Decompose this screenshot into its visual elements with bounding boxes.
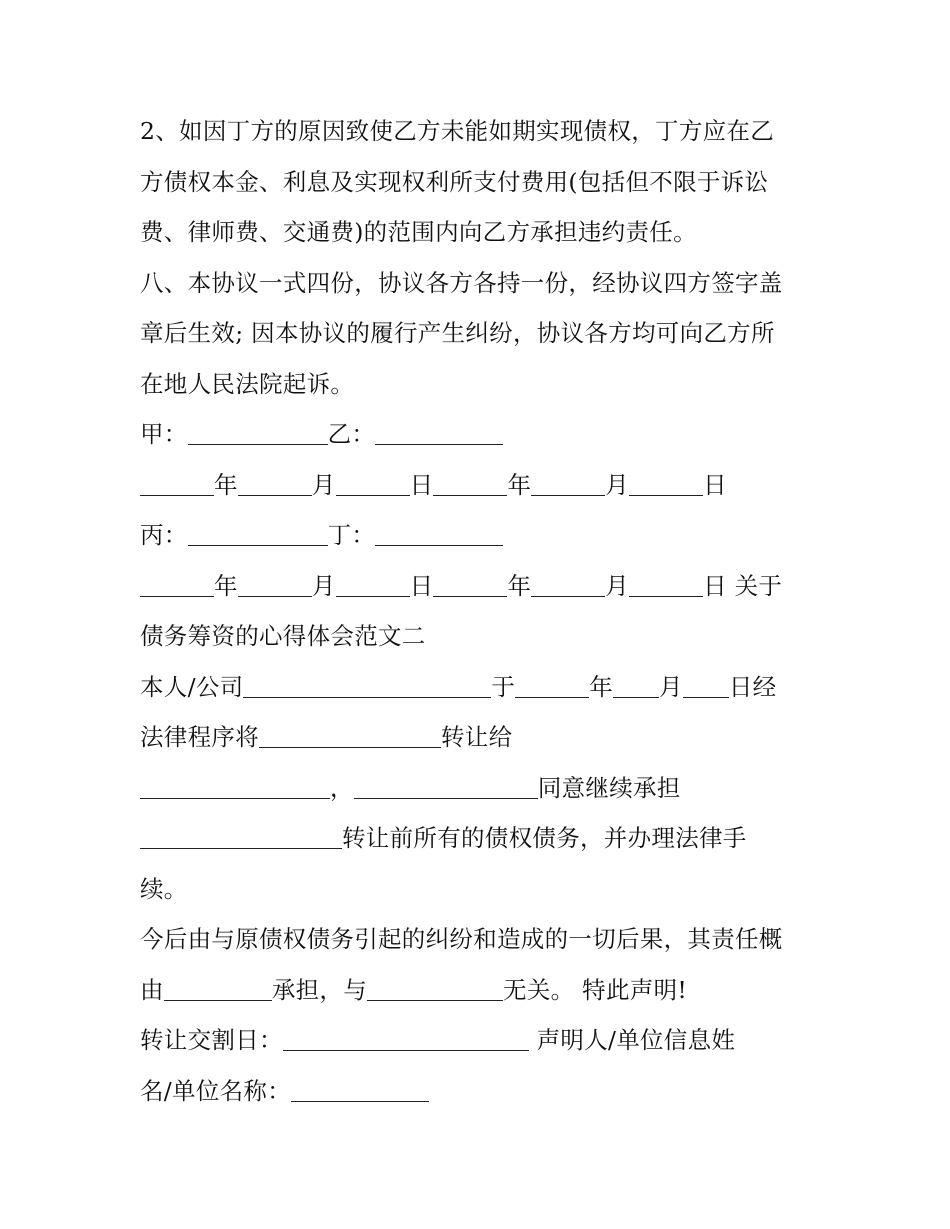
transferee-blank bbox=[140, 770, 330, 799]
line-text: 续。 bbox=[140, 874, 188, 903]
document-line bbox=[140, 667, 776, 707]
line-text: 八、本协议一式四份，协议各方各持一份，经协议四方签字盖 bbox=[140, 268, 783, 297]
transfer-object-blank bbox=[259, 719, 441, 748]
transferor-blank bbox=[140, 820, 342, 849]
month-blank bbox=[613, 669, 659, 698]
year-blank bbox=[515, 669, 589, 698]
line-text: 月 bbox=[605, 470, 630, 499]
line-text: 年 bbox=[507, 571, 532, 600]
day-blank bbox=[336, 467, 410, 496]
document-line bbox=[140, 818, 747, 858]
responsible-party-blank bbox=[164, 972, 272, 1001]
line-text: 乙： bbox=[327, 420, 376, 448]
document-line bbox=[140, 768, 681, 808]
declarant-name-blank bbox=[291, 1073, 429, 1102]
line-text: 无关。 特此声明! bbox=[503, 975, 688, 1004]
document-line bbox=[140, 162, 768, 202]
delivery-date-blank bbox=[283, 1022, 529, 1051]
line-text: 费、律师费、交通费)的范围内向乙方承担违约责任。 bbox=[140, 218, 697, 246]
day-blank bbox=[336, 568, 410, 597]
line-text: 日 关于 bbox=[703, 571, 783, 600]
line-text: 日经 bbox=[728, 672, 777, 701]
document-line bbox=[140, 919, 783, 959]
year-blank bbox=[140, 568, 214, 597]
document-line bbox=[140, 515, 503, 555]
document-line bbox=[140, 364, 354, 404]
line-text: 章后生效; 因本协议的履行产生纠纷，协议各方均可向乙方所 bbox=[140, 319, 775, 347]
line-text: 声明人/单位信息姓 bbox=[528, 1026, 736, 1054]
line-text: 月 bbox=[659, 672, 683, 701]
line-text: 法律程序将 bbox=[140, 723, 259, 751]
line-text: 年 bbox=[214, 470, 238, 499]
line-text: 年 bbox=[507, 470, 532, 499]
month-blank bbox=[531, 467, 605, 496]
unrelated-party-blank bbox=[367, 972, 503, 1001]
line-text: 同意继续承担 bbox=[537, 773, 681, 802]
line-text: 2、如因丁方的原因致使乙方未能如期实现债权，丁方应在乙 bbox=[140, 117, 775, 145]
document-line bbox=[140, 1071, 429, 1111]
line-text: 于 bbox=[491, 672, 516, 701]
line-text: 月 bbox=[605, 571, 630, 600]
line-text: 转让交割日： bbox=[140, 1026, 283, 1054]
line-text: 方债权本金、利息及实现权利所支付费用(包括但不限于诉讼 bbox=[140, 167, 769, 196]
line-text: 在地人民法院起诉。 bbox=[140, 369, 355, 398]
document-line bbox=[140, 212, 697, 252]
document-line bbox=[140, 111, 774, 151]
line-text: 年 bbox=[589, 672, 614, 701]
line-text: 月 bbox=[311, 470, 336, 499]
party-b-signature-blank bbox=[375, 416, 503, 445]
line-text: 年 bbox=[214, 571, 238, 600]
document-line bbox=[140, 717, 512, 757]
day-blank bbox=[629, 467, 703, 496]
line-text: 日 bbox=[703, 470, 727, 499]
year-blank bbox=[433, 467, 507, 496]
line-text: 本人/公司 bbox=[140, 672, 244, 701]
month-blank bbox=[238, 467, 312, 496]
document-line bbox=[140, 1020, 735, 1060]
transferee-blank bbox=[354, 770, 538, 799]
document-line bbox=[140, 465, 727, 505]
document-line bbox=[140, 263, 783, 303]
line-text: 日 bbox=[409, 470, 434, 499]
party-a-signature-blank bbox=[188, 416, 328, 445]
document-line bbox=[140, 414, 503, 454]
document-line bbox=[140, 313, 775, 353]
line-text: 月 bbox=[311, 571, 336, 600]
month-blank bbox=[531, 568, 605, 597]
company-name-blank bbox=[243, 669, 491, 698]
party-d-signature-blank bbox=[375, 517, 503, 546]
document-line bbox=[140, 970, 687, 1010]
document-line bbox=[140, 869, 188, 909]
day-blank bbox=[683, 669, 729, 698]
line-text: 丁： bbox=[327, 521, 376, 549]
day-blank bbox=[629, 568, 703, 597]
line-text: 今后由与原债权债务引起的纠纷和造成的一切后果，其责任概 bbox=[140, 925, 783, 953]
line-text: 债务筹资的心得体会范文二 bbox=[140, 622, 426, 650]
line-text: ， bbox=[330, 773, 354, 802]
line-text: 由 bbox=[140, 975, 164, 1004]
line-text: 转让前所有的债权债务，并办理法律手 bbox=[342, 824, 747, 852]
line-text: 转让给 bbox=[441, 723, 513, 751]
year-blank bbox=[140, 467, 214, 496]
document-line bbox=[140, 566, 782, 606]
year-blank bbox=[433, 568, 507, 597]
line-text: 日 bbox=[409, 571, 434, 600]
line-text: 甲： bbox=[140, 420, 188, 448]
document-line bbox=[140, 616, 426, 656]
party-c-signature-blank bbox=[188, 517, 328, 546]
line-text: 承担，与 bbox=[271, 975, 368, 1004]
line-text: 丙： bbox=[140, 521, 188, 549]
month-blank bbox=[238, 568, 312, 597]
line-text: 名/单位名称： bbox=[140, 1076, 292, 1105]
